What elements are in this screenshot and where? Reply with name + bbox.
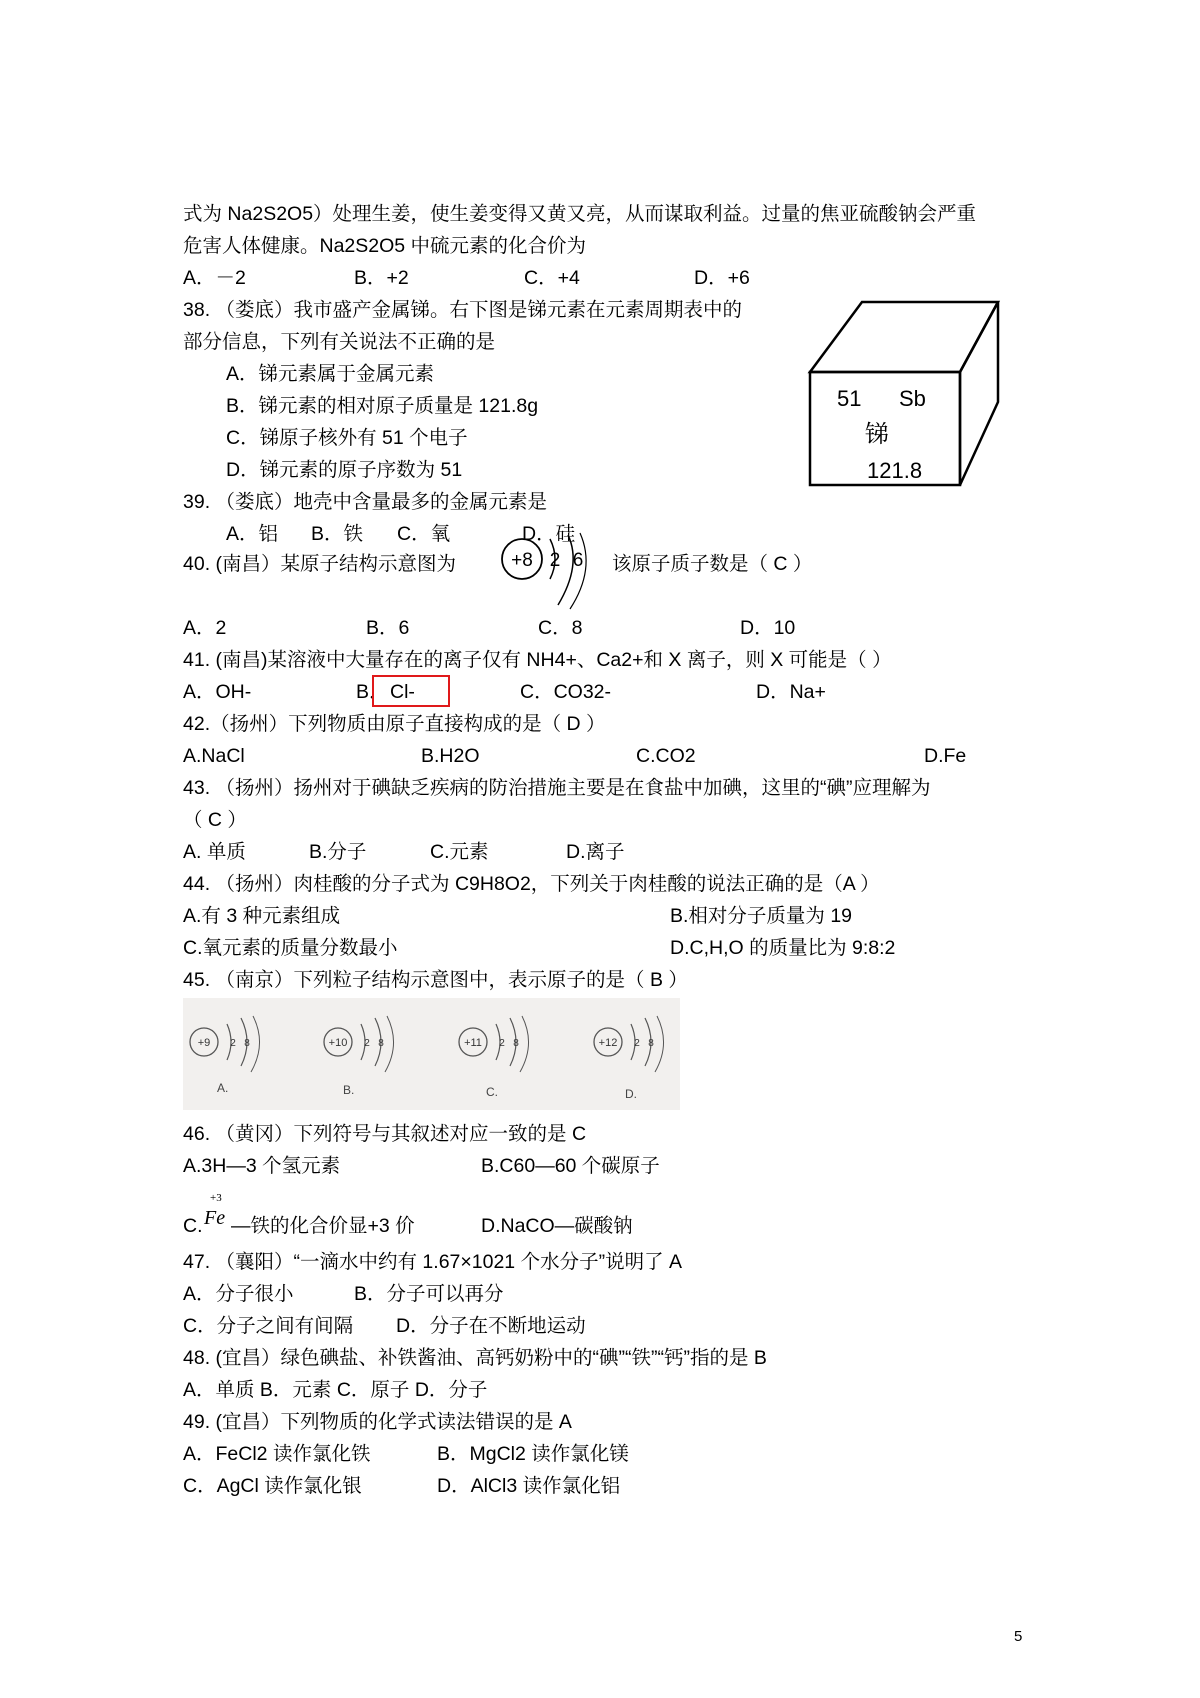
question-39: 39. （娄底）地壳中含量最多的金属元素是 xyxy=(183,491,548,513)
option-d: D．Na+ xyxy=(756,681,826,703)
option-a: A．锑元素属于金属元素 xyxy=(226,363,435,385)
answer-line: 该原子质子数是（ C ） xyxy=(612,553,813,575)
option-d: D.离子 xyxy=(566,841,625,863)
element-mass: 121.8 xyxy=(867,458,923,483)
option-d: D.NaCO—碳酸钠 xyxy=(481,1215,633,1237)
option-b: B．+2 xyxy=(354,267,409,289)
question-48: 48. (宜昌）绿色碘盐、补铁酱油、高钙奶粉中的“碘”“铁”“钙”指的是 B xyxy=(183,1347,767,1369)
question-41: 41. (南昌)某溶液中大量存在的离子仅有 NH4+、Ca2+和 X 离子，则 X 可能是（ ） xyxy=(183,649,892,671)
option-a: A.有 3 种元素组成 xyxy=(183,905,341,927)
option-a: A．2 xyxy=(183,617,227,639)
question-49: 49. (宜昌）下列物质的化学式读法错误的是 A xyxy=(183,1411,572,1433)
particle-shell-1: 2 xyxy=(364,1038,370,1049)
particle-nucleus: +9 xyxy=(197,1037,211,1049)
particle-label: B. xyxy=(343,1083,355,1097)
option-d: D.C,H,O 的质量比为 9:8:2 xyxy=(670,937,896,959)
element-tile xyxy=(805,297,1005,502)
option-a: A．FeCl2 读作氯化铁 xyxy=(183,1443,371,1465)
option-b: B.分子 xyxy=(309,841,367,863)
element-number: 51 xyxy=(837,386,862,411)
option-b: B．铁 xyxy=(311,523,364,545)
text-line: 危害人体健康。Na2S2O5 中硫元素的化合价为 xyxy=(183,235,587,257)
question-43: 43. （扬州）扬州对于碘缺乏疾病的防治措施主要是在食盐中加碘，这里的“碘”应理解为 xyxy=(183,777,931,799)
shell-1-electrons: 2 xyxy=(549,550,561,571)
particle-shell-2: 8 xyxy=(648,1038,654,1049)
option-a: A．OH- xyxy=(183,681,252,703)
option-b: B．分子可以再分 xyxy=(354,1283,504,1305)
particle-shell-2: 8 xyxy=(244,1038,250,1049)
particle-shell-1: 2 xyxy=(634,1038,640,1049)
atom-structure-diagram xyxy=(500,535,600,610)
question-42: 42.（扬州）下列物质由原子直接构成的是（ D ） xyxy=(183,713,606,735)
option-c: C．AgCl 读作氯化银 xyxy=(183,1475,362,1497)
nucleus-charge: +8 xyxy=(511,550,533,571)
highlighted-answer: Cl- xyxy=(390,681,415,703)
option-c: C. xyxy=(183,1215,203,1237)
particle-label: C. xyxy=(486,1085,498,1099)
fe-symbol: Fe xyxy=(204,1207,226,1229)
particle-label: D. xyxy=(625,1087,637,1101)
option-c: C．CO32- xyxy=(520,681,612,703)
particle-nucleus: +10 xyxy=(328,1037,348,1049)
option-d: D.Fe xyxy=(924,745,967,767)
option-a: A．分子很小 xyxy=(183,1283,294,1305)
particle-shell-2: 8 xyxy=(513,1038,519,1049)
option-a: A．铝 xyxy=(226,523,279,545)
page-number: 5 xyxy=(1014,1628,1023,1645)
option-a: A．－2 xyxy=(183,267,246,289)
particle-label: A. xyxy=(217,1081,229,1095)
question-47: 47. （襄阳）“一滴水中约有 1.67×1021 个水分子”说明了 A xyxy=(183,1251,682,1273)
option-d: D．锑元素的原子序数为 51 xyxy=(226,459,463,481)
element-name: 锑 xyxy=(865,420,889,448)
option-d: D．AlCl3 读作氯化铝 xyxy=(437,1475,621,1497)
particle-shell-1: 2 xyxy=(499,1038,505,1049)
option-c: C.氧元素的质量分数最小 xyxy=(183,937,398,959)
fe-valence-superscript: +3 xyxy=(210,1192,222,1204)
option-b: B.相对分子质量为 19 xyxy=(670,905,853,927)
option-c: C．分子之间有间隔 xyxy=(183,1315,354,1337)
option-d: D．+6 xyxy=(694,267,750,289)
text-line: 式为 Na2S2O5）处理生姜，使生姜变得又黄又亮，从而谋取利益。过量的焦亚硫酸钠会严重 xyxy=(183,203,977,225)
question-44: 44. （扬州）肉桂酸的分子式为 C9H8O2，下列关于肉桂酸的说法正确的是（A ） xyxy=(183,873,880,895)
particle-diagrams xyxy=(183,998,680,1110)
option-b: B．MgCl2 读作氯化镁 xyxy=(437,1443,629,1465)
particle-shell-2: 8 xyxy=(378,1038,384,1049)
option-b: B.C60—60 个碳原子 xyxy=(481,1155,660,1177)
option-a: A.3H—3 个氢元素 xyxy=(183,1155,341,1177)
answer-line: （ C ） xyxy=(183,809,247,831)
option-c: C．8 xyxy=(538,617,583,639)
option-c: C.元素 xyxy=(430,841,489,863)
option-b: B．锑元素的相对原子质量是 121.8g xyxy=(226,395,539,417)
option-b: B.H2O xyxy=(421,745,480,767)
option-c: C．锑原子核外有 51 个电子 xyxy=(226,427,468,449)
particle-nucleus: +12 xyxy=(598,1037,618,1049)
question-45: 45. （南京）下列粒子结构示意图中，表示原子的是（ B ） xyxy=(183,969,688,991)
option-c: C．+4 xyxy=(524,267,580,289)
question-46: 46. （黄冈）下列符号与其叙述对应一致的是 C xyxy=(183,1123,587,1145)
option-d: D．硅 xyxy=(522,523,576,545)
option-b: B． xyxy=(356,681,389,703)
particle-nucleus: +11 xyxy=(464,1037,482,1049)
text-line: —铁的化合价显+3 价 xyxy=(231,1215,415,1237)
particle-shell-1: 2 xyxy=(230,1038,236,1049)
option-a: A.NaCl xyxy=(183,745,245,767)
option-d: D．10 xyxy=(740,617,796,639)
option-d: D．分子在不断地运动 xyxy=(396,1315,586,1337)
question-38: 38. （娄底）我市盛产金属锑。右下图是锑元素在元素周期表中的 xyxy=(183,299,743,321)
element-symbol: Sb xyxy=(899,386,926,411)
text-line: 部分信息，下列有关说法不正确的是 xyxy=(183,331,496,353)
option-b: B．6 xyxy=(366,617,410,639)
options-line: A．单质 B．元素 C．原子 D．分子 xyxy=(183,1379,488,1401)
question-40: 40. (南昌）某原子结构示意图为 xyxy=(183,553,457,575)
option-c: C.CO2 xyxy=(636,745,696,767)
option-a: A. 单质 xyxy=(183,841,246,863)
shell-2-electrons: 6 xyxy=(572,550,584,571)
option-c: C．氧 xyxy=(397,523,451,545)
